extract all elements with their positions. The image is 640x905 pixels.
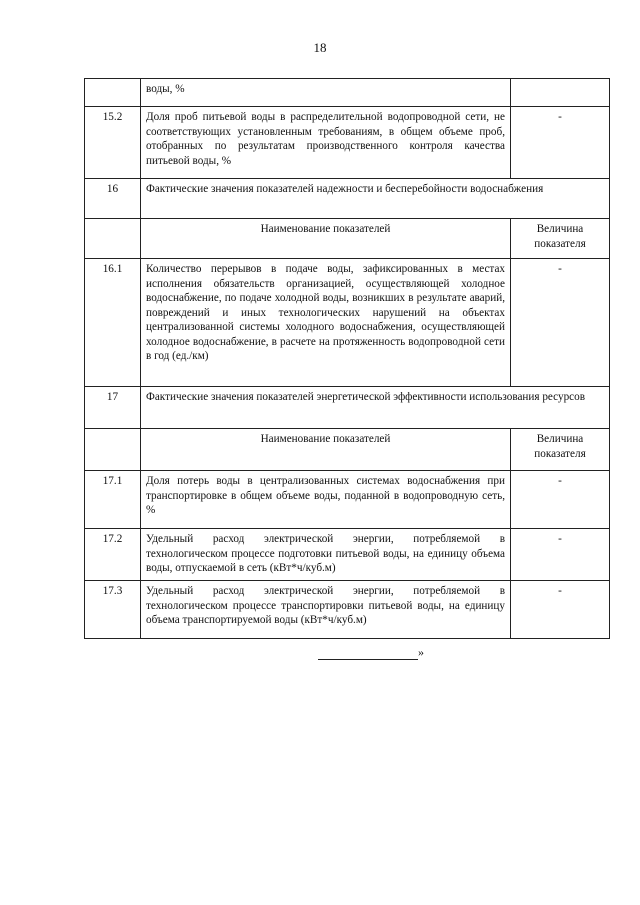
closing-quote: »: [418, 645, 424, 659]
header-number: [85, 429, 141, 471]
table-row: [85, 529, 610, 581]
row-text: Доля потерь воды в централизованных системах водоснабжения при транспортировке в общем объеме воды, поданной в водопроводную сеть, %: [141, 471, 511, 529]
table-row: [85, 471, 610, 529]
row-number: 17.1: [85, 471, 141, 529]
row-value: -: [511, 259, 610, 387]
page-number: 18: [313, 40, 327, 55]
header-name: Наименование показателей: [141, 219, 511, 259]
row-number: 15.2: [85, 107, 141, 179]
header-value: Величина показателя: [511, 429, 610, 471]
section-number: 17: [85, 387, 141, 429]
footer-underline: [318, 647, 418, 660]
section-row: [85, 179, 610, 219]
header-number: [85, 219, 141, 259]
header-name: Наименование показателей: [141, 429, 511, 471]
row-value: -: [511, 471, 610, 529]
table-row: [85, 79, 610, 107]
row-number: 17.3: [85, 581, 141, 639]
table-row: [85, 259, 610, 387]
table-row: [85, 107, 610, 179]
row-value: -: [511, 529, 610, 581]
row-text: Количество перерывов в подаче воды, зафиксированных в местах исполнения обязательств организацией, осуществляющей холодное водоснабжение, по подаче холодной воды, возникших в результате аварий, повреждений и иных технологических нарушений на объектах централизованной системы холодного водоснабжения, осуществляющей холодное водоснабжение, в расчете на протяженность водопроводной сети в год (ед./км): [141, 259, 511, 387]
indicators-table: [84, 78, 610, 639]
row-text: Доля проб питьевой воды в распределительной водопроводной сети, не соответствующих установленным требованиям, в общем объеме проб, отобранных по результатам производственного контроля качества питьевой воды, %: [141, 107, 511, 179]
table-row: [85, 581, 610, 639]
row-text: Удельный расход электрической энергии, потребляемой в технологическом процессе транспортировки питьевой воды, на единицу объема транспортируемой воды (кВт*ч/куб.м): [141, 581, 511, 639]
row-value: -: [511, 107, 610, 179]
section-number: 16: [85, 179, 141, 219]
header-row: [85, 429, 610, 471]
row-value: [511, 79, 610, 107]
row-text: Удельный расход электрической энергии, потребляемой в технологическом процессе подготовки питьевой воды, на единицу объема воды, отпускаемой в сеть (кВт*ч/куб.м): [141, 529, 511, 581]
section-title: Фактические значения показателей надежности и бесперебойности водоснабжения: [141, 179, 610, 219]
footer: [318, 645, 424, 660]
section-row: [85, 387, 610, 429]
row-value: -: [511, 581, 610, 639]
row-text: воды, %: [141, 79, 511, 107]
header-value: Величина показателя: [511, 219, 610, 259]
header-row: [85, 219, 610, 259]
row-number: 17.2: [85, 529, 141, 581]
row-number: [85, 79, 141, 107]
row-number: 16.1: [85, 259, 141, 387]
section-title: Фактические значения показателей энергетической эффективности использования ресурсов: [141, 387, 610, 429]
